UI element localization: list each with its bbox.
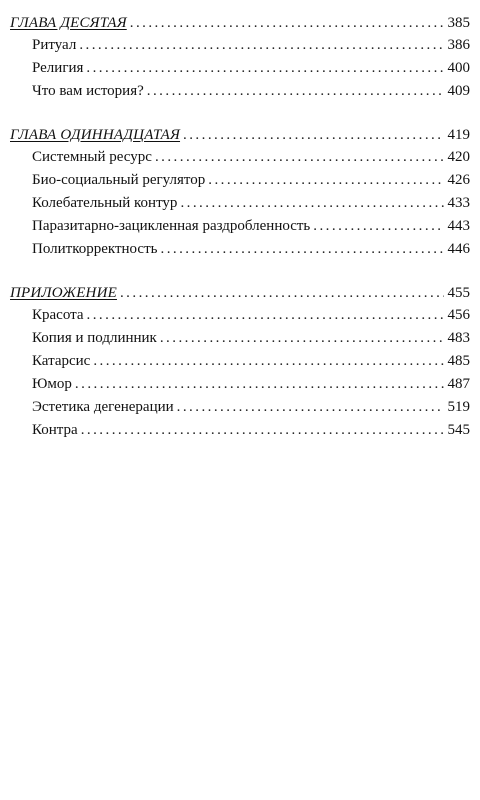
toc-chapter-heading	[10, 282, 470, 304]
entry-title: Что вам история?	[32, 83, 144, 100]
dot-leader	[93, 350, 444, 373]
toc-entry	[10, 373, 470, 396]
dot-leader	[81, 419, 444, 442]
page-number: 386	[447, 37, 470, 53]
toc-entry	[10, 350, 470, 373]
dot-leader	[177, 396, 444, 419]
entry-title: Колебательный контур	[32, 194, 178, 211]
dot-leader	[180, 192, 444, 215]
toc-entry	[10, 169, 470, 192]
dot-leader	[86, 57, 444, 80]
toc-entry	[10, 80, 470, 103]
toc-section-chapter-10	[10, 12, 470, 104]
page-number: 385	[447, 15, 470, 31]
page-number: 519	[447, 399, 470, 416]
toc-entry	[10, 304, 470, 327]
dot-leader	[155, 146, 444, 169]
entry-title: Контра	[32, 422, 78, 439]
page-number: 483	[447, 329, 470, 346]
dot-leader	[130, 12, 444, 34]
entry-title: Паразитарно-зацикленная раздробленность	[32, 218, 311, 235]
toc-entry	[10, 146, 470, 169]
page-number: 487	[447, 376, 470, 393]
page-number: 545	[447, 422, 470, 439]
dot-leader	[160, 327, 444, 350]
dot-leader	[208, 169, 444, 192]
toc-entry	[10, 327, 470, 350]
dot-leader	[75, 373, 444, 396]
dot-leader	[87, 304, 444, 327]
toc-entry	[10, 192, 470, 215]
dot-leader	[79, 34, 444, 57]
toc-chapter-heading	[10, 124, 470, 146]
page-number: 400	[447, 60, 470, 77]
page-number: 419	[447, 126, 470, 143]
page-number: 420	[447, 148, 470, 165]
page-number: 456	[447, 306, 470, 323]
toc-chapter-heading	[10, 12, 470, 34]
dot-leader	[147, 80, 444, 103]
dot-leader	[183, 124, 444, 146]
dot-leader	[161, 238, 445, 261]
page-number: 455	[447, 284, 470, 301]
page-number: 409	[447, 83, 470, 100]
page-number: 446	[447, 241, 470, 258]
entry-title: Ритуал	[32, 37, 77, 53]
toc-entry	[10, 34, 470, 57]
toc-entry	[10, 419, 470, 442]
entry-title: Политкорректность	[32, 241, 158, 258]
page-number: 426	[447, 171, 470, 188]
chapter-title: ПРИЛОЖЕНИЕ	[10, 284, 117, 301]
toc-section-chapter-11	[10, 124, 470, 262]
entry-title: Био-социальный регулятор	[32, 171, 206, 188]
entry-title: Катарсис	[32, 352, 91, 369]
entry-title: Красота	[32, 306, 84, 323]
entry-title: Эстетика дегенерации	[32, 399, 174, 416]
toc-entry	[10, 57, 470, 80]
dot-leader	[313, 215, 444, 238]
toc-entry	[10, 215, 470, 238]
page-number: 485	[447, 352, 470, 369]
table-of-contents	[10, 12, 470, 443]
entry-title: Системный ресурс	[32, 148, 152, 165]
chapter-title: ГЛАВА ДЕСЯТАЯ	[10, 15, 127, 31]
page-number: 433	[447, 194, 470, 211]
entry-title: Юмор	[32, 376, 72, 393]
entry-title: Религия	[32, 60, 84, 77]
toc-entry	[10, 396, 470, 419]
chapter-title: ГЛАВА ОДИННАДЦАТАЯ	[10, 126, 181, 143]
page-number: 443	[447, 218, 470, 235]
dot-leader	[120, 282, 444, 304]
toc-entry	[10, 238, 470, 261]
entry-title: Копия и подлинник	[32, 329, 157, 346]
toc-section-appendix	[10, 282, 470, 443]
